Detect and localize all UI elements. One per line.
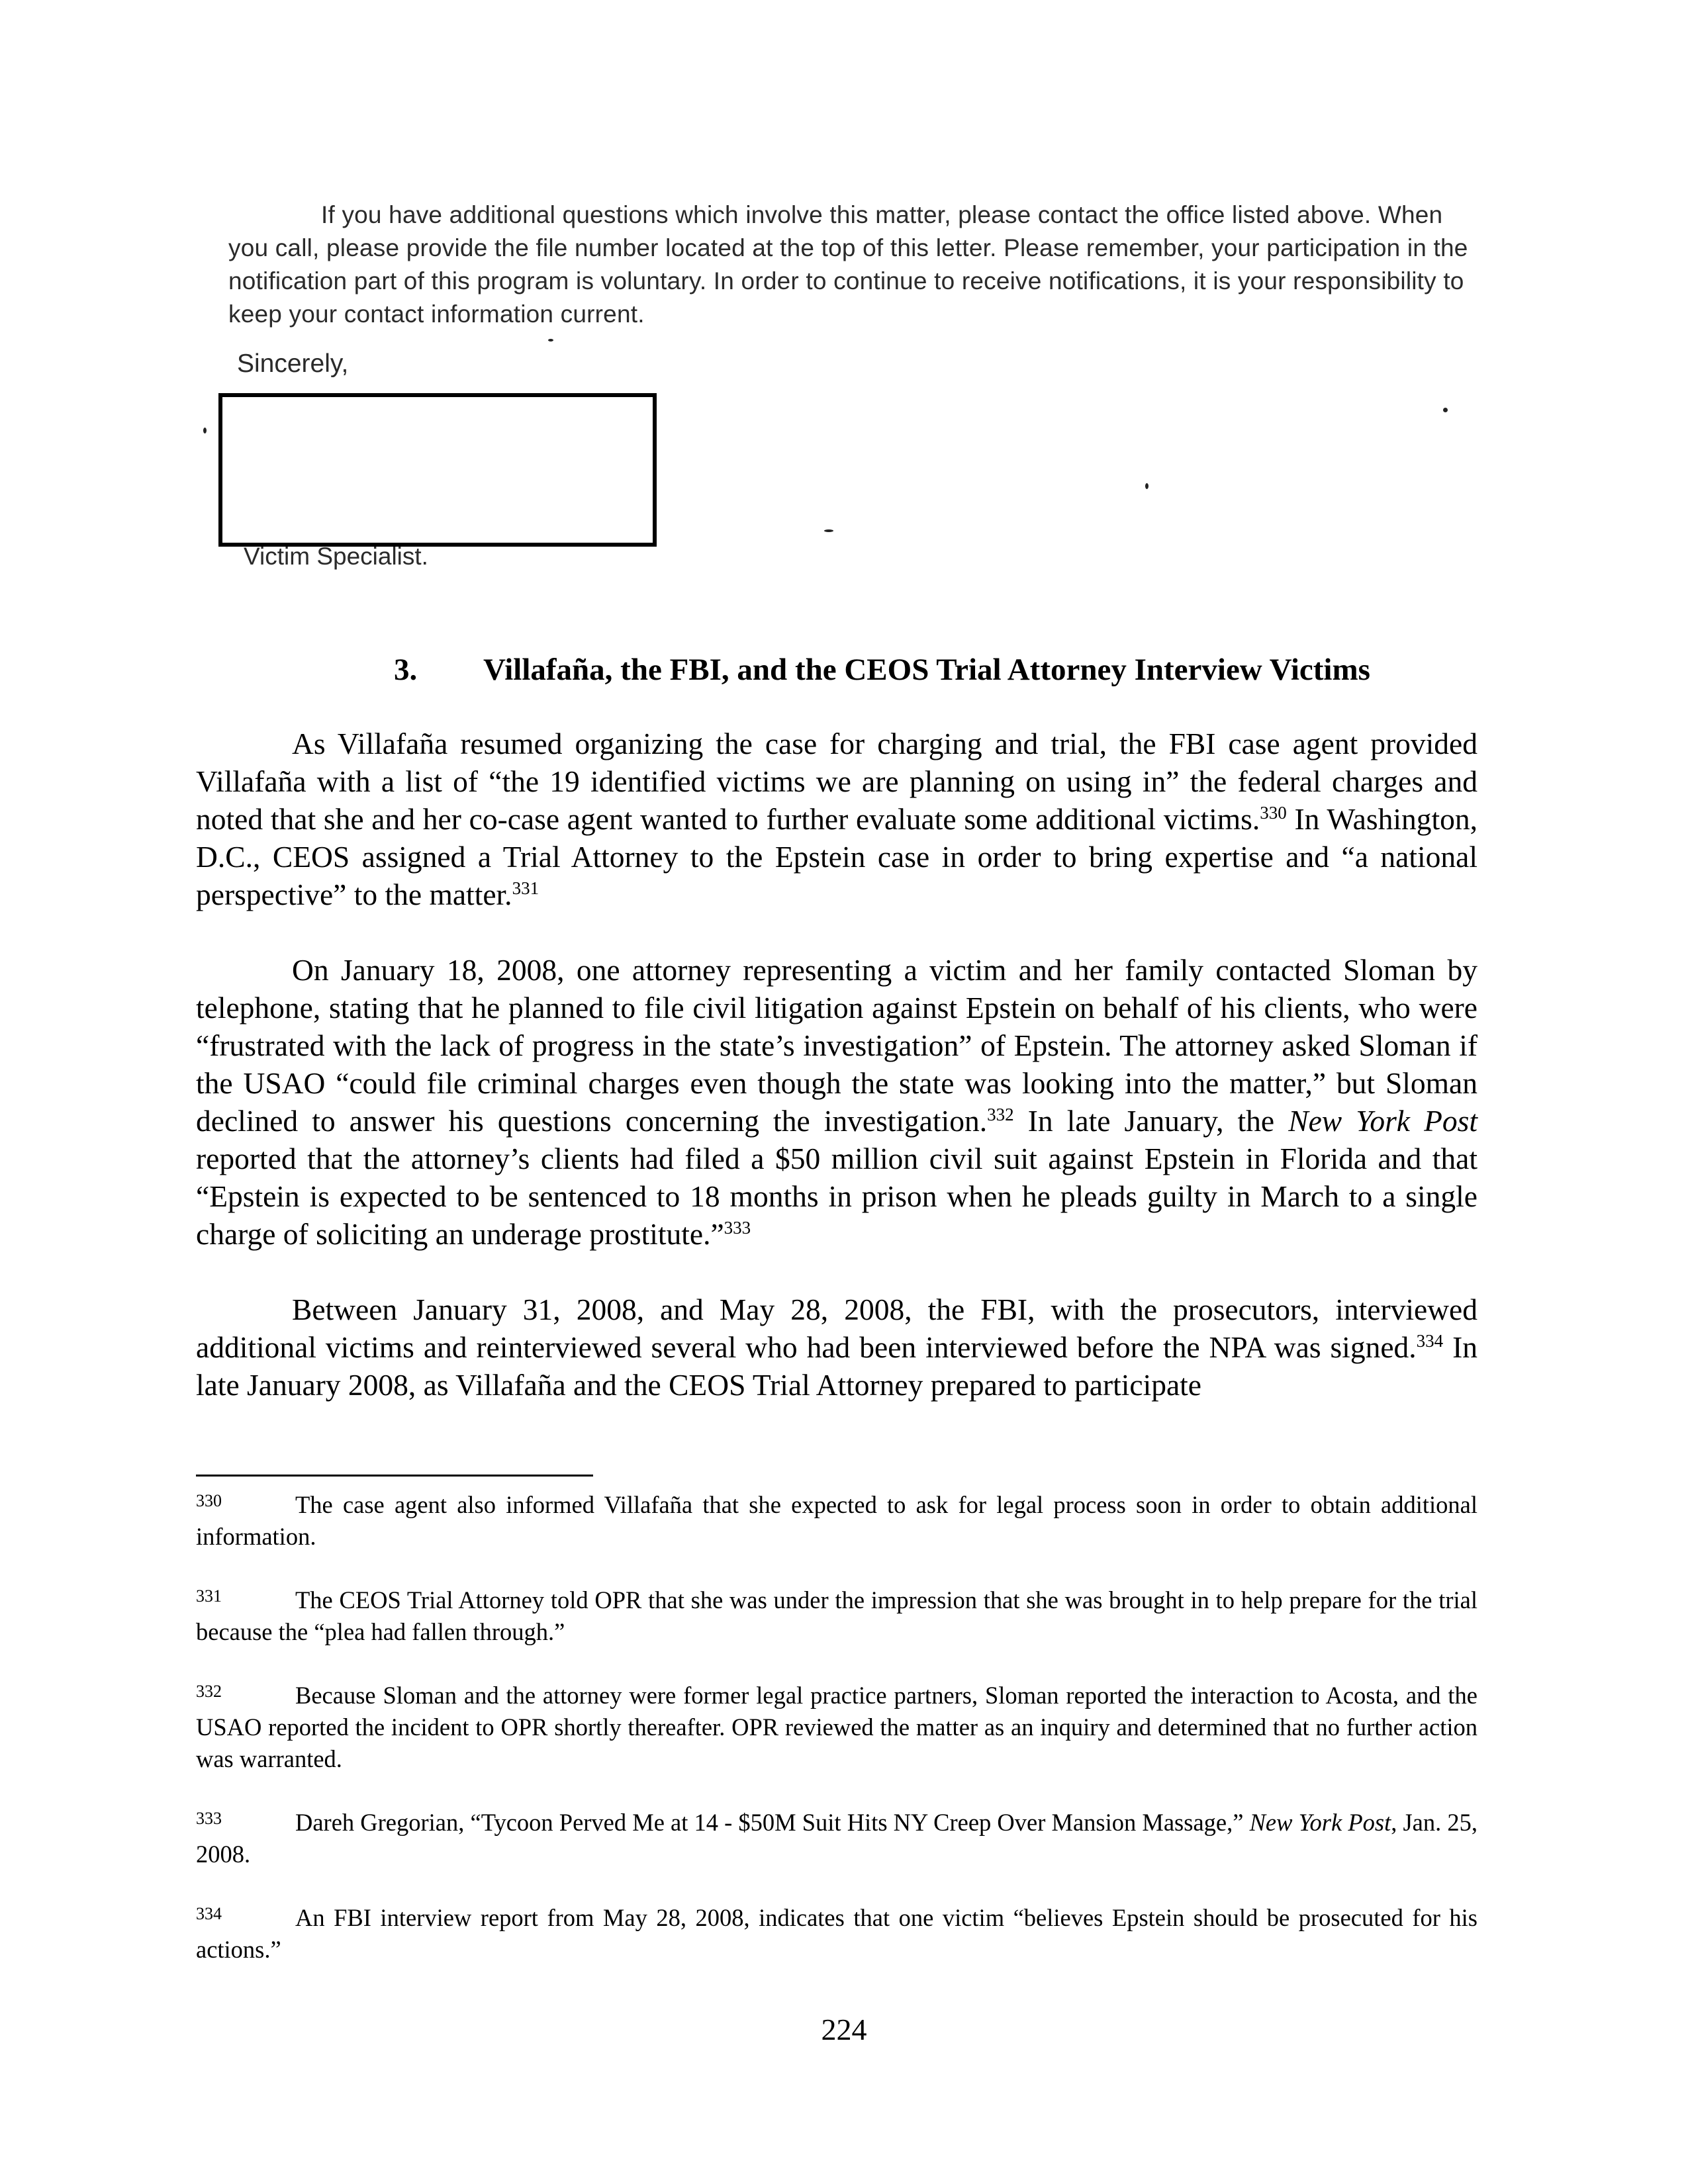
scan-speck [824, 529, 833, 532]
body-paragraph [196, 725, 1477, 913]
footnote-separator [196, 1475, 593, 1477]
paragraph-text: In Washington, D.C., CEOS assigned a Trial Attorney to the Epstein case in order to bring expertise and “a national perspective” to the matter. [196, 802, 1477, 911]
footnotes [196, 1489, 1477, 1997]
footnote [196, 1902, 1477, 1966]
footnote-number: 330 [196, 1491, 222, 1510]
scan-speck [1443, 408, 1448, 412]
letter-excerpt [228, 199, 1473, 331]
footnote-text: Dareh Gregorian, “Tycoon Perved Me at 14 - $50M Suit Hits NY Creep Over Mansion Massage,” [295, 1809, 1250, 1836]
footnote-ref[interactable]: 333 [724, 1217, 751, 1238]
footnote-ref[interactable]: 330 [1260, 802, 1287, 823]
letter-paragraph: If you have additional questions which involve this matter, please contact the office listed above. When you call, please provide the file number located at the top of this letter. Please remember, your participation in the notification part of this program is voluntary. In order to continue to receive notifications, it is your responsibility to keep your contact information current. [228, 201, 1468, 328]
paragraph-text: reported that the attorney’s clients had filed a $50 million civil suit against Epstein in Florida and that “Epstein is expected to be sentenced to 18 months in prison when he pleads guilty in March to a single charge of soliciting an underage prostitute.” [196, 1142, 1477, 1251]
scan-speck [1145, 483, 1149, 489]
footnote-text: The case agent also informed Villafaña that she expected to ask for legal process soon in order to obtain additional information. [196, 1491, 1477, 1550]
page-number: 224 [821, 2013, 867, 2046]
section-title: Villafaña, the FBI, and the CEOS Trial Attorney Interview Victims [483, 653, 1370, 687]
body-paragraph [196, 951, 1477, 1253]
footnote-number: 332 [196, 1682, 222, 1701]
footnote [196, 1584, 1477, 1648]
footnote-ref[interactable]: 332 [987, 1104, 1014, 1124]
body-paragraph [196, 1291, 1477, 1404]
footnote-ref[interactable]: 331 [512, 878, 539, 898]
body-text [196, 725, 1477, 1441]
paragraph-text: As Villafaña resumed organizing the case for charging and trial, the FBI case agent provided Villafaña with a list of “the 19 identified victims we are planning on using in” the federal charges and noted that she and her co-case agent wanted to further evaluate some additional victims. [196, 727, 1477, 836]
redaction-box [218, 393, 657, 547]
scan-speck [203, 428, 207, 433]
publication-title: New York Post [1288, 1104, 1477, 1138]
section-number: 3. [394, 653, 418, 687]
footnote [196, 1807, 1477, 1870]
scan-speck [548, 339, 553, 341]
section-heading [394, 652, 1519, 688]
letter-closing: Sincerely, [237, 349, 349, 378]
paragraph-text: On January 18, 2008, one attorney representing a victim and her family contacted Sloman by telephone, stating that he planned to file civil litigation against Epstein on behalf of his clients, who were “frustrated with the lack of progress in the state’s investigation” of Epstein. The attorney asked Sloman if the USAO “could file criminal charges even though the state was looking into the matter,” but Sloman declined to answer his questions concerning the investigation. [196, 953, 1477, 1138]
footnote-text: , Jan. 25, 2008. [196, 1809, 1478, 1868]
footnote-text: The CEOS Trial Attorney told OPR that she was under the impression that she was brought in to help prepare for the trial because the “plea had fallen through.” [196, 1586, 1477, 1645]
footnote-number: 334 [196, 1904, 222, 1923]
footnote-number: 331 [196, 1586, 222, 1606]
footnote-ref[interactable]: 334 [1416, 1330, 1444, 1351]
paragraph-text: Between January 31, 2008, and May 28, 2008, the FBI, with the prosecutors, interviewed additional victims and reinterviewed several who had been interviewed before the NPA was signed. [196, 1293, 1477, 1364]
footnote-text: Because Sloman and the attorney were former legal practice partners, Sloman reported the interaction to Acosta, and the USAO reported the incident to OPR shortly thereafter. OPR reviewed the matter as an inquiry and determined that no further action was warranted. [196, 1682, 1477, 1772]
footnote-number: 333 [196, 1809, 222, 1828]
footnote-text: An FBI interview report from May 28, 2008, indicates that one victim “believes Epstein should be prosecuted for his actions.” [196, 1904, 1477, 1963]
signature-title: Victim Specialist. [244, 543, 428, 570]
paragraph-text: In late January, the [1013, 1104, 1289, 1138]
footnote [196, 1489, 1477, 1553]
publication-title: New York Post [1249, 1809, 1391, 1836]
footnote [196, 1680, 1477, 1775]
paragraph-text: In late January 2008, as Villafaña and the CEOS Trial Attorney prepared to participate [196, 1330, 1478, 1402]
